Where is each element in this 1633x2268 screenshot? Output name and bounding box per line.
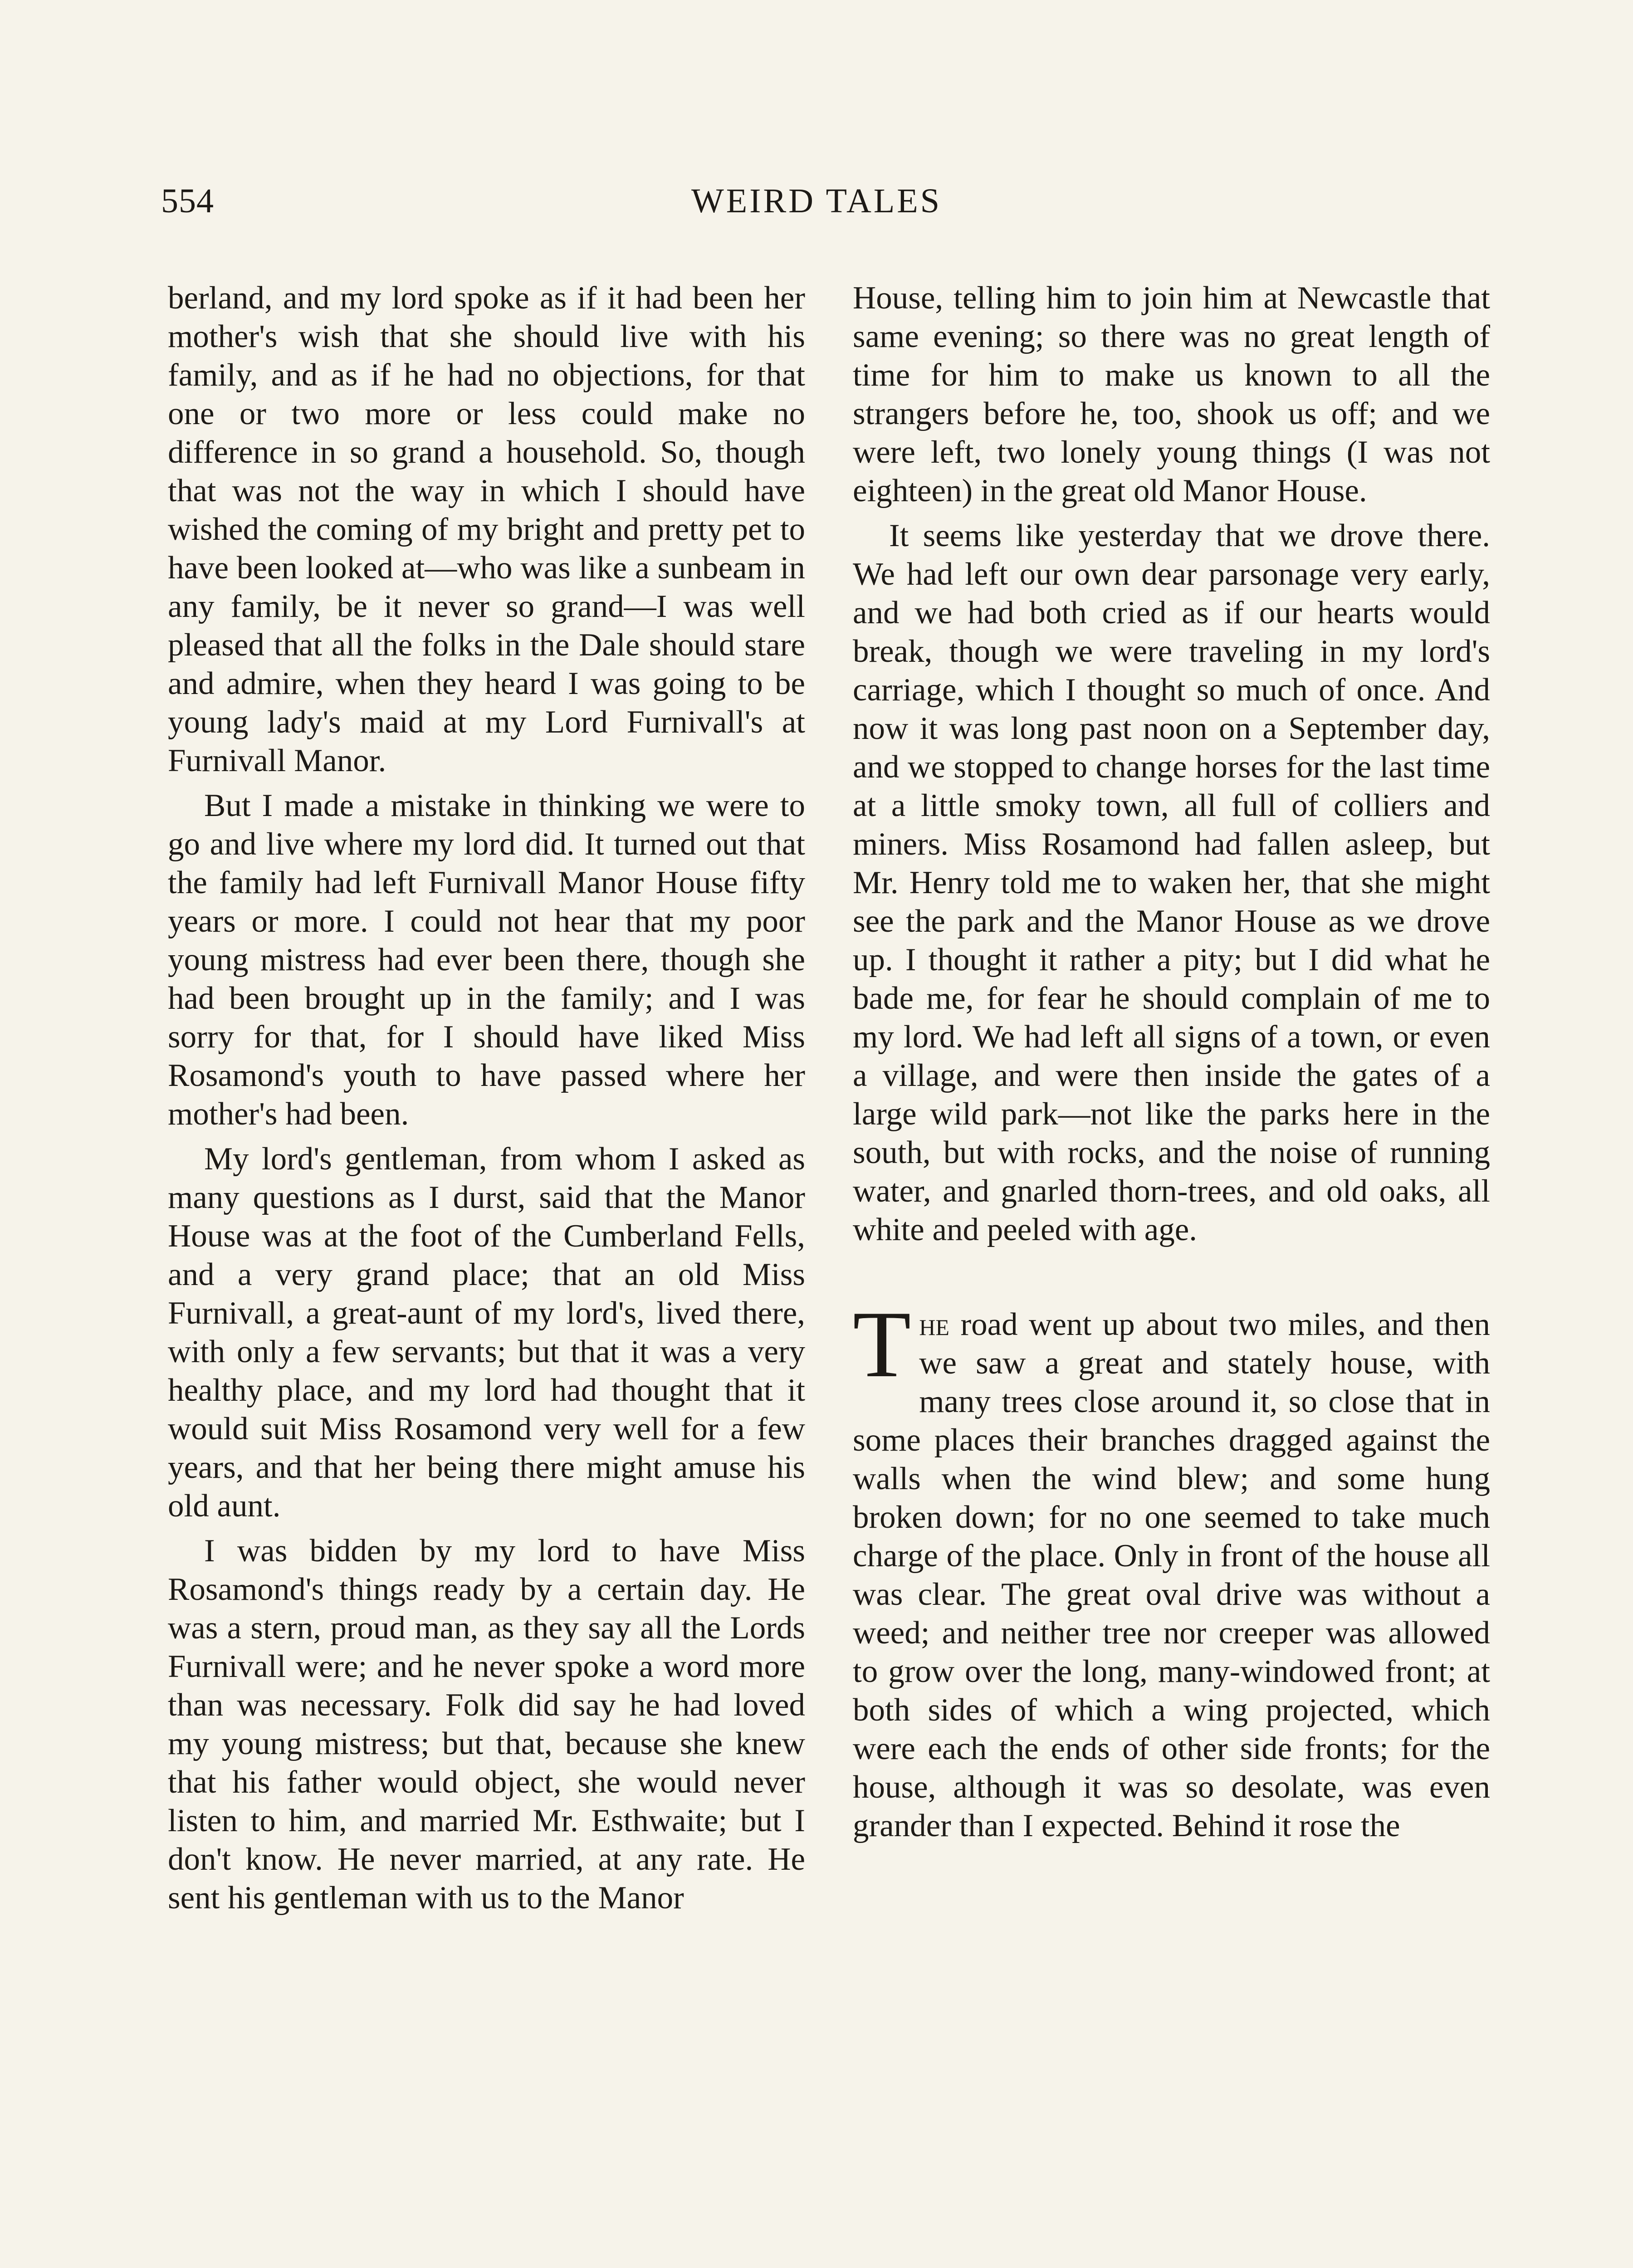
paragraph: But I made a mistake in thinking we were to go and live where my lord did. It turned out that the family had left Furnivall Manor House fifty years or more. I could not hear that my poor young mistress had ever been there, though she had been brought up in the family; and I was sorry for that, for I should have liked Miss Rosamond's youth to have passed where her mother's had been. bbox=[168, 788, 805, 1132]
small-caps-lead: he bbox=[919, 1307, 949, 1342]
paragraph: berland, and my lord spoke as if it had been her mother's wish that she should live with his family, and as if he had no objections, for that one or two more or less could make no difference in so grand a household. So, though that was not the way in which I should have wished the coming of my bright and pretty pet to have been looked at—who was like a sunbeam in any family, be it never so grand—I was well pleased that all the folks in the Dale should stare and admire, when they heard I was going to be young lady's maid at my Lord Furnivall's at Furnivall Manor. bbox=[168, 280, 805, 778]
paragraph: House, telling him to join him at Newcastle that same evening; so there was no great length of time for him to make us known to all the strangers before he, too, shook us off; and we were left, two lonely young things (I was not eighteen) in the great old Manor House. bbox=[853, 280, 1490, 508]
left-column bbox=[168, 279, 805, 1924]
running-head: WEIRD TALES bbox=[691, 182, 942, 220]
paragraph-dropcap bbox=[853, 1292, 1490, 1845]
paragraph-text: road went up about two miles, and then we saw a great and stately house, with many trees close around it, so close that in some places their branches dragged against the walls when the wind blew; and some hung broken down; for no one seemed to take much charge of the place. Only in front of the house all was clear. The great oval drive was without a weed; and neither tree nor creeper was allowed to grow over the long, many-windowed front; at both sides of which a wing projected, which were each the ends of other side fronts; for the house, although it was so desolate, was even grander than I expected. Behind it rose the bbox=[853, 1307, 1490, 1843]
right-column bbox=[853, 279, 1490, 1845]
paragraph: I was bidden by my lord to have Miss Rosamond's things ready by a certain day. He was a stern, proud man, as they say all the Lords Furnivall were; and he never spoke a word more than was necessary. Folk did say he had loved my young mistress; but that, because she knew that his father would object, she would never listen to him, and married Mr. Esthwaite; but I don't know. He never married, at any rate. He sent his gentleman with us to the Manor bbox=[168, 1533, 805, 1916]
drop-cap-letter: T bbox=[853, 1292, 911, 1397]
paragraph: It seems like yesterday that we drove there. We had left our own dear parsonage very early, and we had both cried as if our hearts would break, though we were traveling in my lord's carriage, which I thought so much of once. And now it was long past noon on a September day, and we stopped to change horses for the last time at a little smoky town, all full of colliers and miners. Miss Rosamond had fallen asleep, but Mr. Henry told me to waken her, that she might see the park and the Manor House as we drove up. I thought it rather a pity; but I did what he bade me, for fear he should complain of me to my lord. We had left all signs of a town, or even a village, and were then inside the gates of a large wild park—not like the parks here in the south, but with rocks, and the noise of running water, and gnarled thorn-trees, and old oaks, all white and peeled with age. bbox=[853, 518, 1490, 1247]
page-number: 554 bbox=[161, 182, 214, 220]
paragraph: My lord's gentleman, from whom I asked as many questions as I durst, said that the Manor House was at the foot of the Cumberland Fells, and a very grand place; that an old Miss Furnivall, a great-aunt of my lord's, lived there, with only a few servants; but that it was a very healthy place, and my lord had thought that it would suit Miss Rosamond very well for a few years, and that her being there might amuse his old aunt. bbox=[168, 1141, 805, 1524]
section-break bbox=[853, 1256, 1490, 1305]
